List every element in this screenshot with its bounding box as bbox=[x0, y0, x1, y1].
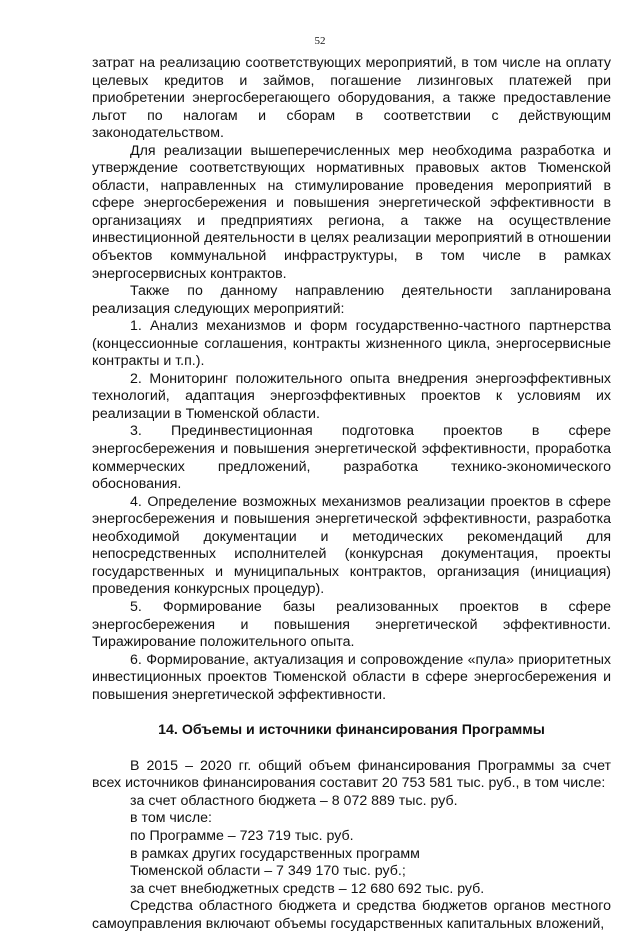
financing-intro: В 2015 – 2020 гг. общий объем финансирования Программы за счет всех источников финансирования составит 20 753 581 тыс. руб., в том числе: bbox=[92, 757, 611, 792]
list-item-2: 2. Мониторинг положительного опыта внедрения энергоэффективных технологий, адаптация энергоэффективных проектов к условиям их реализации в Тюменской области. bbox=[92, 370, 611, 422]
list-item-1: 1. Анализ механизмов и форм государственно-частного партнерства (концессионные соглашения, контракты жизненного цикла, энергосервисные контракты и т.п.). bbox=[92, 318, 611, 370]
section-heading: 14. Объемы и источники финансирования Программы bbox=[158, 722, 545, 739]
financing-extrabudgetary: за счет внебюджетных средств – 12 680 692 тыс. руб. bbox=[130, 880, 485, 897]
financing-including: в том числе: bbox=[130, 810, 212, 827]
financing-closing: Средства областного бюджета и средства бюджетов органов местного самоуправления включают объемы государственных капитальных вложений, bbox=[92, 898, 611, 932]
page-number: 52 bbox=[314, 35, 326, 47]
paragraph-continuation: затрат на реализацию соответствующих мероприятий, в том числе на оплату целевых кредитов и займов, погашение лизинговых платежей при приобретении энергосберегающего оборудования, а также предоставление льгот по налогам и сборам в соответствии с действующим законодательством. bbox=[92, 55, 611, 142]
list-item-6: 6. Формирование, актуализация и сопровождение «пула» приоритетных инвестиционных проектов Тюменской области в сфере энергосбережения и повышения энергетической эффективности. bbox=[92, 651, 611, 703]
list-item-3: 3. Прединвестиционная подготовка проектов в сфере энергосбережения и повышения энергетической эффективности, проработка коммерческих предложений, разработка технико-экономического обоснования. bbox=[92, 423, 611, 493]
financing-other-programs-amount: Тюменской области – 7 349 170 тыс. руб.; bbox=[130, 863, 406, 880]
list-item-4: 4. Определение возможных механизмов реализации проектов в сфере энергосбережения и повышения энергетической эффективности, разработка необходимой документации и методических рекомендаций для непосредственных исполнителей (конкурсная документация, проекты государственных и муниципальных контрактов, организация (инициация) проведения конкурсных процедур). bbox=[92, 493, 611, 598]
financing-regional-budget: за счет областного бюджета – 8 072 889 тыс. руб. bbox=[130, 792, 458, 809]
list-item-5: 5. Формирование базы реализованных проектов в сфере энергосбережения и повышения энергетической эффективности. Тиражирование положительного опыта. bbox=[92, 598, 611, 651]
paragraph-legal-acts: Для реализации вышеперечисленных мер необходима разработка и утверждение соответствующих нормативных правовых актов Тюменской области, направленных на стимулирование проведения мероприятий в сфере энергосбережения и повышения энергетической эффективности в организациях и предприятиях региона, а также на осуществление инвестиционной деятельности в целях реализации мероприятий в отношении объектов коммунальной инфраструктуры, в том числе в рамках энергосервисных контрактов. bbox=[92, 142, 611, 282]
document-body bbox=[92, 55, 611, 933]
financing-other-programs: в рамках других государственных программ bbox=[130, 845, 420, 862]
financing-program: по Программе – 723 719 тыс. руб. bbox=[130, 827, 354, 844]
paragraph-planned-measures: Также по данному направлению деятельности запланирована реализация следующих мероприятий: bbox=[92, 283, 611, 317]
